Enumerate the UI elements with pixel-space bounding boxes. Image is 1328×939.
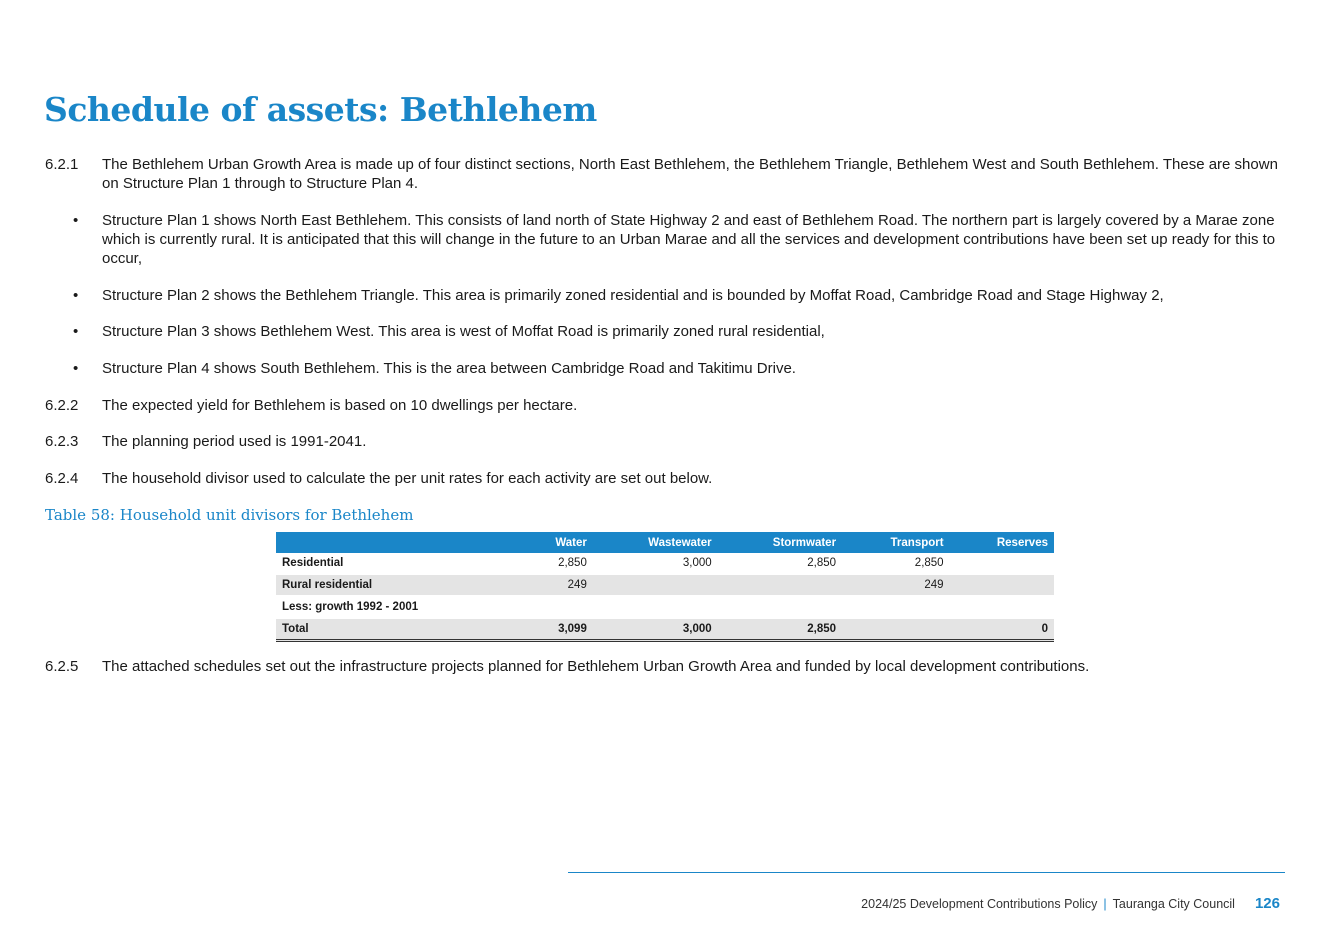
paragraph-text: The planning period used is 1991-2041.	[102, 433, 367, 450]
table-caption: Table 58: Household unit divisors for Bethlehem	[45, 506, 414, 524]
page-title: Schedule of assets: Bethlehem	[44, 90, 597, 129]
table-total-row	[276, 618, 1054, 641]
table-cell: 3,099	[521, 618, 593, 641]
table-cell	[718, 596, 842, 618]
paragraph-6-2-1	[45, 155, 1285, 193]
paragraph-6-2-3	[45, 432, 1285, 451]
row-label: Less: growth 1992 - 2001	[276, 596, 521, 618]
bullet-icon: •	[73, 323, 79, 340]
bullet-text: Structure Plan 3 shows Bethlehem West. This area is west of Moffat Road is primarily zoned rural residential,	[102, 323, 825, 340]
paragraph-6-2-5	[45, 657, 1285, 676]
paragraph-number: 6.2.1	[45, 156, 79, 173]
bullet-icon: •	[73, 360, 79, 377]
table-header-cell: Wastewater	[593, 532, 718, 553]
bullet-item	[45, 359, 1285, 378]
row-label: Total	[276, 618, 521, 641]
paragraph-number: 6.2.2	[45, 397, 79, 414]
table-cell: 2,850	[842, 553, 950, 574]
paragraph-6-2-2	[45, 396, 1285, 415]
table-cell	[950, 574, 1054, 596]
table-cell: 3,000	[593, 553, 718, 574]
bullet-text: Structure Plan 4 shows South Bethlehem. This is the area between Cambridge Road and Takitimu Drive.	[102, 360, 796, 377]
table-cell	[593, 596, 718, 618]
bullet-item	[45, 322, 1285, 341]
table-cell	[718, 574, 842, 596]
table-header-cell	[276, 532, 521, 553]
page-number: 126	[1254, 895, 1280, 912]
paragraph-text: The Bethlehem Urban Growth Area is made up of four distinct sections, North East Bethlehem, the Bethlehem Triangle, Bethlehem West and South Bethlehem. These are shown on Structure Plan 1 through to Structure Plan 4.	[102, 156, 1278, 192]
table-header-row	[276, 532, 1054, 553]
paragraph-text: The expected yield for Bethlehem is based on 10 dwellings per hectare.	[102, 397, 578, 414]
row-label: Rural residential	[276, 574, 521, 596]
paragraph-text: The attached schedules set out the infrastructure projects planned for Bethlehem Urban Growth Area and funded by local development contributions.	[102, 658, 1090, 675]
bullet-icon: •	[73, 287, 79, 304]
footer-council-name: Tauranga City Council	[1112, 897, 1235, 911]
table-header-cell: Water	[521, 532, 593, 553]
table-header-cell: Stormwater	[718, 532, 842, 553]
paragraph-number: 6.2.3	[45, 433, 79, 450]
table-cell	[521, 596, 593, 618]
paragraph-6-2-4	[45, 469, 1285, 488]
table-cell	[950, 553, 1054, 574]
table-cell	[842, 596, 950, 618]
paragraph-number: 6.2.5	[45, 658, 79, 675]
bullet-text: Structure Plan 2 shows the Bethlehem Triangle. This area is primarily zoned residential and is bounded by Moffat Road, Cambridge Road and Stage Highway 2,	[102, 287, 1164, 304]
page-footer	[861, 895, 1280, 912]
footer-divider	[568, 872, 1285, 873]
household-divisors-table	[276, 532, 1054, 642]
table-cell: 249	[521, 574, 593, 596]
table-cell	[950, 596, 1054, 618]
paragraph-text: The household divisor used to calculate the per unit rates for each activity are set out below.	[102, 470, 713, 487]
footer-policy-title: 2024/25 Development Contributions Policy	[861, 897, 1098, 911]
table-cell: 2,850	[718, 618, 842, 641]
table-row	[276, 553, 1054, 574]
paragraph-number: 6.2.4	[45, 470, 79, 487]
bullet-text: Structure Plan 1 shows North East Bethlehem. This consists of land north of State Highway 2 and east of Bethlehem Road. The northern part is largely covered by a Marae zone which is currently rural. It is anticipated that this will change in the future to an Urban Marae and all the services and development contributions have been set up ready for this to occur,	[102, 212, 1276, 267]
footer-separator: |	[1103, 897, 1107, 911]
bullet-icon: •	[73, 212, 79, 229]
bullet-item	[45, 211, 1285, 268]
table-row	[276, 574, 1054, 596]
table-cell: 0	[950, 618, 1054, 641]
table-cell: 2,850	[718, 553, 842, 574]
bullet-item	[45, 286, 1285, 305]
table-cell	[593, 574, 718, 596]
table-row	[276, 596, 1054, 618]
table-header-cell: Reserves	[950, 532, 1054, 553]
table-cell: 2,850	[521, 553, 593, 574]
table-cell: 249	[842, 574, 950, 596]
table-header-cell: Transport	[842, 532, 950, 553]
table-cell: 3,000	[593, 618, 718, 641]
table-cell	[842, 618, 950, 641]
row-label: Residential	[276, 553, 521, 574]
